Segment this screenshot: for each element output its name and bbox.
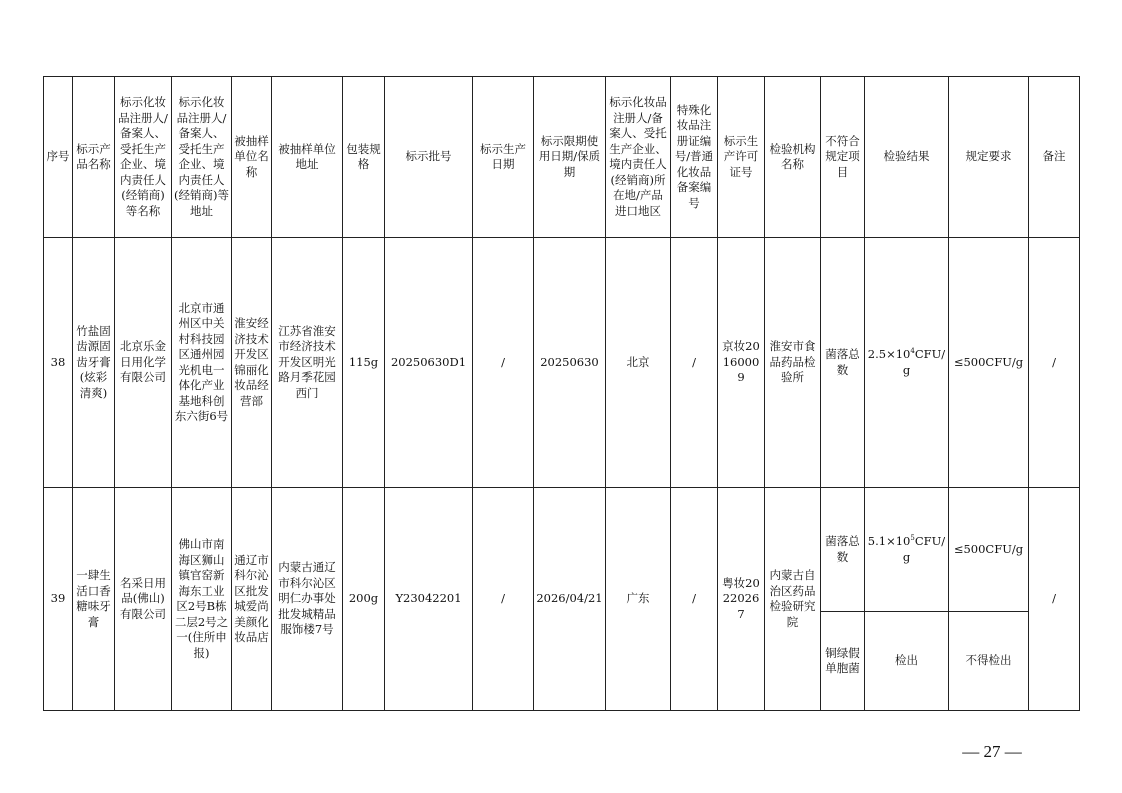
cell-failed-item: 菌落总数	[821, 238, 865, 488]
cell-batch: Y23042201	[385, 488, 473, 711]
inspection-results-table	[43, 76, 1080, 711]
header-sampled-address: 被抽样单位地址	[272, 77, 343, 238]
result-base: 5.1×10	[867, 534, 911, 548]
cell-product: 一肆生活口香糖味牙膏	[73, 488, 115, 711]
cell-failed-item: 铜绿假单胞菌	[821, 612, 865, 711]
cell-requirement: 不得检出	[949, 612, 1029, 711]
cell-failed-item: 菌落总数	[821, 488, 865, 612]
cell-lab: 内蒙古自治区药品检验研究院	[765, 488, 821, 711]
header-product: 标示产品名称	[73, 77, 115, 238]
header-result: 检验结果	[865, 77, 949, 238]
cell-license: 京妆20160009	[718, 238, 765, 488]
cell-certificate: /	[671, 488, 718, 711]
cell-sampled-unit: 淮安经济技术开发区锦丽化妆品经营部	[232, 238, 272, 488]
header-requirement: 规定要求	[949, 77, 1029, 238]
header-seq: 序号	[44, 77, 73, 238]
cell-seq: 39	[44, 488, 73, 711]
cell-origin: 广东	[606, 488, 671, 711]
header-batch: 标示批号	[385, 77, 473, 238]
header-note: 备注	[1029, 77, 1080, 238]
cell-result	[865, 238, 949, 488]
cell-result	[865, 488, 949, 612]
cell-sampled-unit: 通辽市科尔沁区批发城爱尚美颜化妆品店	[232, 488, 272, 711]
cell-note: /	[1029, 238, 1080, 488]
cell-lab: 淮安市食品药品检验所	[765, 238, 821, 488]
result-unit: CFU/g	[902, 347, 946, 377]
header-expiry: 标示限期使用日期/保质期	[534, 77, 606, 238]
page-number: — 27 —	[962, 742, 1022, 761]
cell-package: 200g	[343, 488, 385, 711]
cell-production-date: /	[473, 488, 534, 711]
cell-license: 粤妆20220267	[718, 488, 765, 711]
cell-origin: 北京	[606, 238, 671, 488]
header-certificate: 特殊化妆品注册证编号/普通化妆品备案编号	[671, 77, 718, 238]
result-exponent: 4	[910, 347, 915, 356]
cell-expiry: 2026/04/21	[534, 488, 606, 711]
header-origin: 标示化妆品注册人/备案人、受托生产企业、境内责任人(经销商)所在地/产品进口地区	[606, 77, 671, 238]
header-license: 标示生产许可证号	[718, 77, 765, 238]
table-row	[44, 488, 1080, 612]
header-lab: 检验机构名称	[765, 77, 821, 238]
cell-registrant: 名采日用品(佛山)有限公司	[115, 488, 172, 711]
cell-registrant-address: 佛山市南海区狮山镇官窑新海东工业区2号B栋二层2号之一(住所申报)	[172, 488, 232, 711]
cell-product: 竹盐固齿源固齿牙膏(炫彩清爽)	[73, 238, 115, 488]
cell-seq: 38	[44, 238, 73, 488]
cell-requirement: ≤500CFU/g	[949, 238, 1029, 488]
cell-note: /	[1029, 488, 1080, 711]
cell-package: 115g	[343, 238, 385, 488]
header-registrant: 标示化妆品注册人/备案人、受托生产企业、境内责任人(经销商)等名称	[115, 77, 172, 238]
cell-production-date: /	[473, 238, 534, 488]
header-sampled-unit: 被抽样单位名称	[232, 77, 272, 238]
cell-certificate: /	[671, 238, 718, 488]
cell-sampled-address: 江苏省淮安市经济技术开发区明光路月季花园西门	[272, 238, 343, 488]
header-registrant-address: 标示化妆品注册人/备案人、受托生产企业、境内责任人(经销商)等地址	[172, 77, 232, 238]
cell-requirement: ≤500CFU/g	[949, 488, 1029, 612]
header-failed-item: 不符合规定项目	[821, 77, 865, 238]
cell-registrant: 北京乐金日用化学有限公司	[115, 238, 172, 488]
cell-sampled-address: 内蒙古通辽市科尔沁区明仁办事处批发城精品服饰楼7号	[272, 488, 343, 711]
result-base: 2.5×10	[867, 347, 911, 361]
header-package: 包装规格	[343, 77, 385, 238]
result-unit: CFU/g	[902, 534, 946, 564]
cell-result: 检出	[865, 612, 949, 711]
table-row	[44, 238, 1080, 488]
header-production-date: 标示生产日期	[473, 77, 534, 238]
cell-expiry: 20250630	[534, 238, 606, 488]
table-header-row	[44, 77, 1080, 238]
result-exponent: 5	[910, 534, 915, 543]
cell-batch: 20250630D1	[385, 238, 473, 488]
cell-registrant-address: 北京市通州区中关村科技园区通州园光机电一体化产业基地科创东六街6号	[172, 238, 232, 488]
